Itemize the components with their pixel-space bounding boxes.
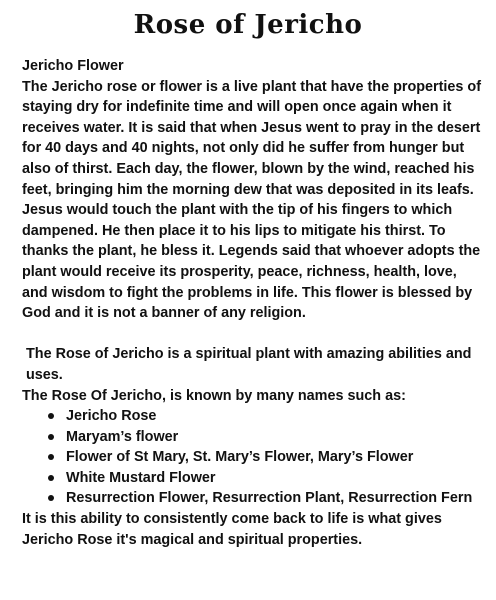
intro-paragraph: The Jericho rose or flower is a live plant that have the properties of staying dry for indefinite time and will open once again when it receives water. It is said that when Jesus went to pray in the desert for 40 days and 40 nights, not only did he suffer from hunger but also of thirst. Each day, the flower, blown by the wind, reached his feet, bringing him the morning dew that was deposited in its leafs. Jesus would touch the plant with the tip of his fingers to which dampened. He then place it to his lips to mitigate his thirst. To thanks the plant, he bless it. Legends said that whoever adopts the plant would receive its prosperity, peace, richness, health, love, and wisdom to fight the problems in life. This flower is blessed by God and it is not a banner of any religion. [22,78,482,322]
list-item: Resurrection Flower, Resurrection Plant, Resurrection Fern [48,488,484,509]
names-intro: The Rose Of Jericho, is known by many names such as: [22,387,406,404]
document-body [22,56,484,550]
page-title: Rose of Jericho [133,10,363,40]
list-item: Flower of St Mary, St. Mary’s Flower, Mary’s Flower [48,447,484,468]
section-subtitle: Jericho Flower [22,58,124,74]
paragraph-spacer [22,324,484,345]
closing-paragraph: It is this ability to consistently come back to life is what gives Jericho Rose it's magical and spiritual properties. [22,511,442,548]
spiritual-paragraph: The Rose of Jericho is a spiritual plant with amazing abilities and uses. [26,346,472,383]
list-item: Maryam’s flower [48,427,484,448]
list-item: Jericho Rose [48,406,484,427]
names-list [22,406,484,509]
list-item: White Mustard Flower [48,468,484,489]
